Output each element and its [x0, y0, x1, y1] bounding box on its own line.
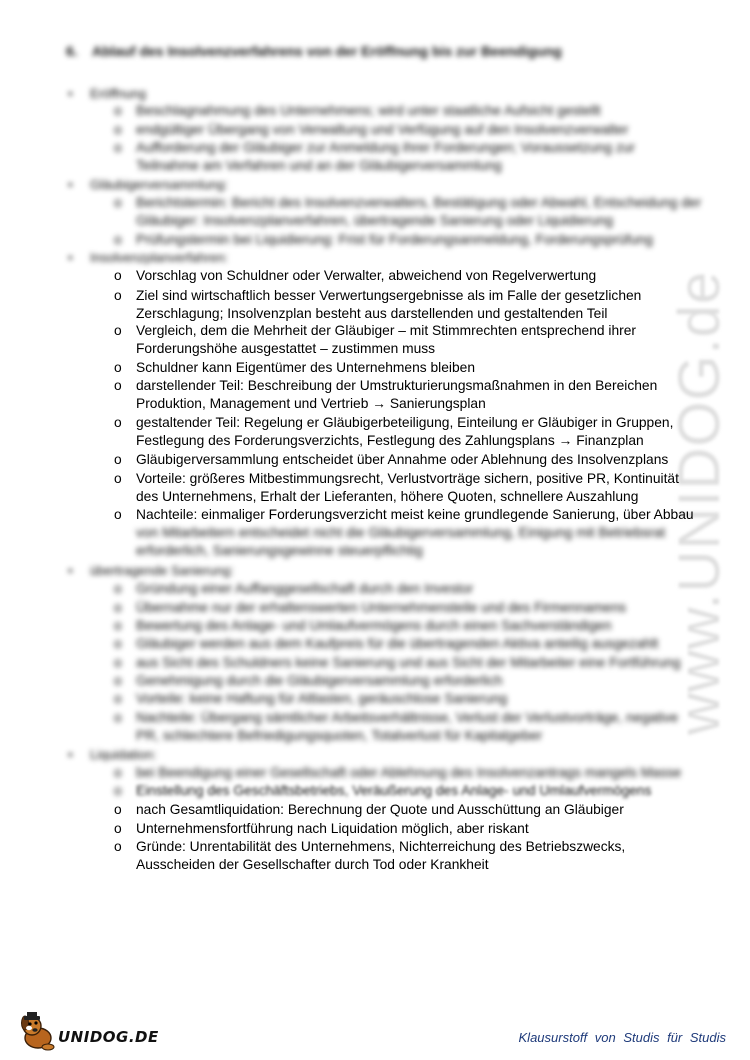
sub-bullet-icon: o — [114, 655, 122, 670]
section-heading: Insolvenzplanverfahren: — [90, 250, 229, 265]
list-item-line: Gläubiger werden aus dem Kaufpreis für die übertragenden Aktiva anteilig ausgezahlt — [136, 636, 659, 651]
list-item-text — [136, 139, 726, 175]
bullet-icon: • — [68, 177, 73, 192]
list-item-line: des Unternehmens, Erhalt der Lieferanten, höhere Quoten, schnellere Auszahlung — [136, 489, 639, 504]
sub-bullet-icon: o — [114, 636, 122, 651]
sub-bullet-icon: o — [114, 691, 122, 706]
section-heading: Eröffnung — [90, 86, 147, 101]
list-item-text — [136, 599, 726, 617]
sub-bullet-icon: o — [114, 452, 122, 467]
list-item-line: Forderungshöhe ausgestattet – zustimmen muss — [136, 341, 436, 356]
list-item-line: Nachteile: Übergang sämtlicher Arbeitsverhältnisse, Verlust der Verlustvorträge, negative — [136, 710, 679, 725]
list-item-text — [136, 267, 726, 285]
list-item-line: Gläubigerversammlung entscheidet über Annahme oder Ablehnung des Insolvenzplans — [136, 452, 669, 467]
list-item-line: endgültiger Übergang von Verwaltung und Verfügung auf den Insolvenzverwalter — [136, 122, 629, 137]
list-item-line: erforderlich, Sanierungsgewinne steuerpflichtig — [136, 543, 423, 558]
bullet-icon: • — [68, 86, 73, 101]
list-item-line: Beschlagnahmung des Unternehmens; wird unter staatliche Aufsicht gestellt — [136, 103, 601, 118]
bullet-icon: • — [68, 747, 73, 762]
list-item-line: Gläubiger: Insolvenzplanverfahren, übertragende Sanierung oder Liquidierung — [136, 213, 614, 228]
sub-bullet-icon: o — [114, 415, 122, 430]
list-item-text — [136, 709, 726, 745]
list-item-line: Einstellung des Geschäftsbetriebs, Veräußerung des Anlage- und Umlaufvermögens — [136, 783, 652, 798]
list-item-line: gestaltender Teil: Regelung er Gläubigerbeteiligung, Einteilung er Gläubiger in Gruppen, — [136, 415, 674, 430]
footer-claim: Klausurstoff von Studis für Studis — [518, 1030, 726, 1045]
list-item-line: Nachteile: einmaliger Forderungsverzicht meist keine grundlegende Sanierung, über Abbau — [136, 507, 694, 522]
sub-bullet-icon: o — [114, 765, 122, 780]
sub-bullet-icon: o — [114, 507, 122, 522]
list-item-line: von Mitarbeitern entscheidet nicht die Gläubigerversammlung, Einigung mit Betriebsrat — [136, 525, 666, 540]
list-item-text — [136, 451, 726, 469]
list-item-line: Unternehmensfortführung nach Liquidation möglich, aber riskant — [136, 821, 529, 836]
sub-bullet-icon: o — [114, 195, 122, 210]
list-item-text — [136, 580, 726, 598]
list-item-text — [136, 194, 726, 230]
sub-bullet-icon: o — [114, 140, 122, 155]
list-item-line: bei Beendigung einer Gesellschaft oder Ablehnung des Insolvenzantrags mangels Masse — [136, 765, 682, 780]
sub-bullet-icon: o — [114, 378, 122, 393]
list-item-text — [136, 672, 726, 690]
section-heading: übertragende Sanierung: — [90, 563, 234, 578]
sub-bullet-icon: o — [114, 268, 122, 283]
list-item-text — [136, 470, 726, 506]
list-item-text — [136, 359, 726, 377]
list-item-line: Berichtstermin: Bericht des Insolvenzverwalters, Bestätigung oder Abwahl, Entscheidung der — [136, 195, 702, 210]
page-title — [66, 43, 562, 59]
list-item-line: darstellender Teil: Beschreibung der Umstrukturierungsmaßnahmen in den Bereichen — [136, 378, 658, 393]
sub-bullet-icon: o — [114, 673, 122, 688]
list-item-text — [136, 322, 726, 358]
list-item-line: Produktion, Management und Vertrieb → Sanierungsplan — [136, 396, 486, 411]
sub-bullet-icon: o — [114, 839, 122, 854]
sub-bullet-icon: o — [114, 360, 122, 375]
sub-bullet-icon: o — [114, 821, 122, 836]
watermark: www.UNIDOG.de — [667, 270, 732, 735]
list-item-text — [136, 690, 726, 708]
list-item-line: Vorteile: keine Haftung für Altlasten, geräuschlose Sanierung — [136, 691, 508, 706]
list-item-text — [136, 617, 726, 635]
sub-bullet-icon: o — [114, 618, 122, 633]
list-item-text — [136, 635, 726, 653]
dog-mascot-icon — [18, 1012, 62, 1052]
list-item-line: Genehmigung durch die Gläubigerversammlung erforderlich — [136, 673, 503, 688]
list-item-line: Gründung einer Auffanggesellschaft durch den Investor — [136, 581, 474, 596]
list-item-text — [136, 820, 726, 838]
list-item-text — [136, 506, 726, 560]
footer-brand: UNIDOG.DE — [58, 1028, 159, 1046]
sub-bullet-icon: o — [114, 710, 122, 725]
list-item-text — [136, 414, 726, 450]
list-item-text — [136, 654, 726, 672]
section-heading: Gläubigerversammlung: — [90, 177, 229, 192]
list-item-line: Vorschlag von Schuldner oder Verwalter, abweichend von Regelverwertung — [136, 268, 597, 283]
list-item-line: Übernahme nur der erhaltenswerten Unternehmensteile und des Firmennamens — [136, 600, 627, 615]
list-item-line: Bewertung des Anlage- und Umlaufvermögens durch einen Sachverständigen — [136, 618, 612, 633]
sub-bullet-icon: o — [114, 600, 122, 615]
list-item-line: Prüfungstermin bei Liquidierung: Frist für Forderungsanmeldung, Forderungsprüfung — [136, 232, 653, 247]
list-item-text — [136, 838, 726, 874]
list-item-line: PR, schlechtere Befriedigungsquoten, Totalverlust für Kapitalgeber — [136, 728, 543, 743]
list-item-text — [136, 377, 726, 413]
list-item-line: Festlegung des Forderungsverzichts, Festlegung des Zahlungsplans → Finanzplan — [136, 433, 644, 448]
sub-bullet-icon: o — [114, 103, 122, 118]
sub-bullet-icon: o — [114, 581, 122, 596]
list-item-text — [136, 231, 726, 249]
list-item-line: Ziel sind wirtschaftlich besser Verwertungsergebnisse als im Falle der gesetzlichen — [136, 288, 642, 303]
sub-bullet-icon: o — [114, 471, 122, 486]
list-item-line: aus Sicht des Schuldners keine Sanierung und aus Sicht der Mitarbeiter eine Fortführung — [136, 655, 681, 670]
sub-bullet-icon: o — [114, 323, 122, 338]
sub-bullet-icon: o — [114, 122, 122, 137]
list-item-line: Zerschlagung; Insolvenzplan besteht aus darstellenden und gestaltenden Teil — [136, 306, 608, 321]
list-item-line: Vergleich, dem die Mehrheit der Gläubiger – mit Stimmrechten entsprechend ihrer — [136, 323, 636, 338]
section-heading: Liquidation: — [90, 747, 157, 762]
list-item-text — [136, 782, 726, 800]
list-item-line: Ausscheiden der Gesellschafter durch Tod oder Krankheit — [136, 857, 489, 872]
sub-bullet-icon: o — [114, 802, 122, 817]
list-item-line: Aufforderung der Gläubiger zur Anmeldung ihrer Forderungen; Voraussetzung zur — [136, 140, 636, 155]
list-item-line: nach Gesamtliquidation: Berechnung der Quote und Ausschüttung an Gläubiger — [136, 802, 624, 817]
list-item-text — [136, 102, 726, 120]
sub-bullet-icon: o — [114, 288, 122, 303]
list-item-line: Gründe: Unrentabilität des Unternehmens, Nichterreichung des Betriebszwecks, — [136, 839, 626, 854]
sub-bullet-icon: o — [114, 783, 122, 798]
list-item-line: Schuldner kann Eigentümer des Unternehmens bleiben — [136, 360, 476, 375]
list-item-line: Teilnahme am Verfahren und an der Gläubigerversammlung — [136, 158, 502, 173]
list-item-text — [136, 121, 726, 139]
list-item-text — [136, 287, 726, 323]
bullet-icon: • — [68, 563, 73, 578]
section-number: 6. — [66, 43, 78, 59]
list-item-text — [136, 764, 726, 782]
footer-logo — [18, 1012, 188, 1052]
list-item-line: Vorteile: größeres Mitbestimmungsrecht, Verlustvorträge sichern, positive PR, Kontinuität — [136, 471, 679, 486]
list-item-text — [136, 801, 726, 819]
sub-bullet-icon: o — [114, 232, 122, 247]
section-title: Ablauf des Insolvenzverfahrens von der Eröffnung bis zur Beendigung — [92, 43, 562, 59]
bullet-icon: • — [68, 250, 73, 265]
